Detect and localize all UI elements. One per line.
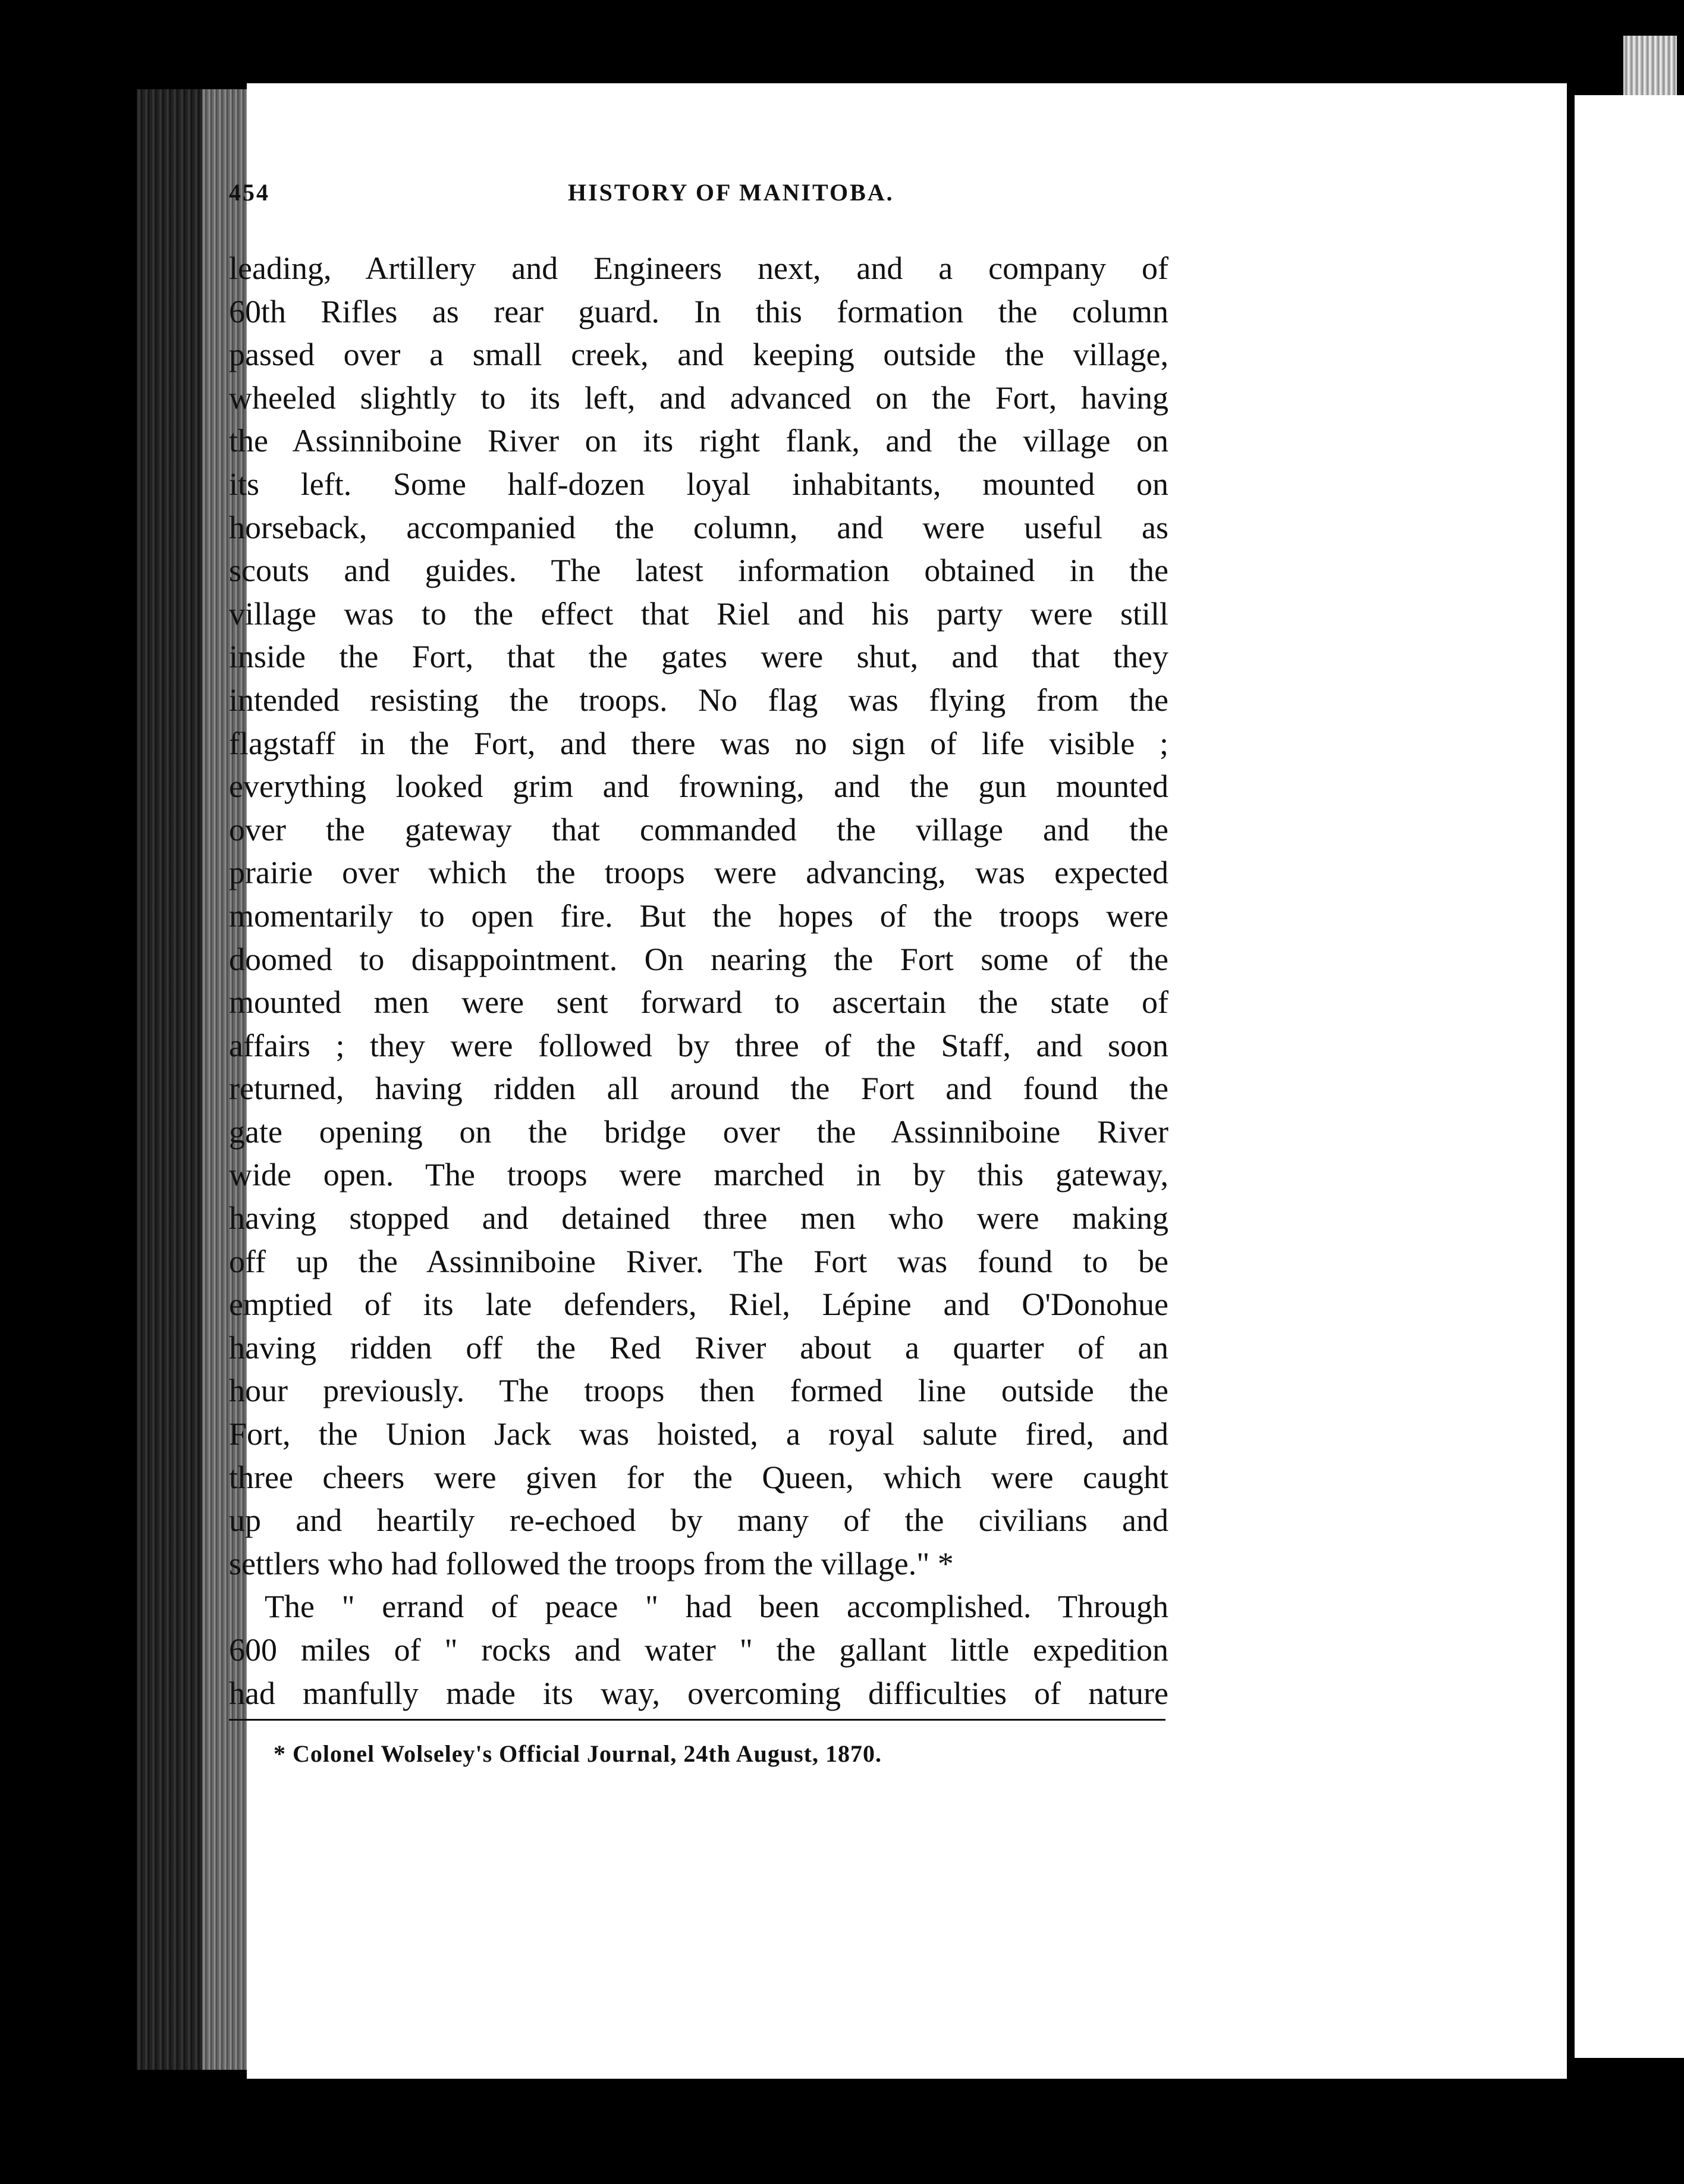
text-line: having ridden off the Red River about a quarter of an: [229, 1329, 1168, 1366]
text-line: horseback, accompanied the column, and were useful as: [229, 509, 1168, 545]
text-line: prairie over which the troops were advancing, was expected: [229, 855, 1168, 891]
text-line: affairs ; they were followed by three of the Staff, and soon: [229, 1027, 1168, 1063]
text-line: everything looked grim and frowning, and the gun mounted: [229, 768, 1168, 805]
text-line: doomed to disappointment. On nearing the Fort some of the: [229, 941, 1168, 977]
text-line: returned, having ridden all around the Fort and found the: [229, 1071, 1168, 1107]
text-line: its left. Some half-dozen loyal inhabitants, mounted on: [229, 466, 1168, 502]
text-line: having stopped and detained three men who were making: [229, 1200, 1168, 1237]
text-line: settlers who had followed the troops from the village." *: [229, 1545, 954, 1581]
text-line: inside the Fort, that the gates were shut, and that they: [229, 639, 1168, 675]
text-line: village was to the effect that Riel and his party were still: [229, 595, 1168, 632]
text-line: gate opening on the bridge over the Assinniboine River: [229, 1113, 1168, 1150]
page-number: 454: [229, 179, 270, 206]
text-line: mounted men were sent forward to ascertain the state of: [229, 984, 1168, 1021]
text-line: over the gateway that commanded the village and the: [229, 811, 1168, 848]
text-line: hour previously. The troops then formed line outside the: [229, 1373, 1168, 1409]
footnote: * Colonel Wolseley's Official Journal, 24th August, 1870.: [274, 1740, 882, 1767]
text-line: 600 miles of " rocks and water " the gallant little expedition: [229, 1632, 1168, 1668]
text-line: intended resisting the troops. No flag was flying from the: [229, 682, 1168, 718]
text-line: scouts and guides. The latest information obtained in the: [229, 553, 1168, 589]
facing-page: [1575, 95, 1684, 2058]
text-line: The " errand of peace " had been accomplished. Through: [265, 1589, 1168, 1625]
text-line: three cheers were given for the Queen, which were caught: [229, 1459, 1168, 1495]
text-line: Fort, the Union Jack was hoisted, a royal salute fired, and: [229, 1416, 1168, 1452]
text-line: momentarily to open fire. But the hopes of the troops were: [229, 898, 1168, 934]
footnote-rule: [229, 1719, 1165, 1721]
text-line: leading, Artillery and Engineers next, and a company of: [229, 250, 1168, 286]
running-head: HISTORY OF MANITOBA.: [568, 179, 894, 206]
text-line: wide open. The troops were marched in by this gateway,: [229, 1157, 1168, 1193]
text-line: emptied of its late defenders, Riel, Lépine and O'Donohue: [229, 1286, 1168, 1323]
book-gutter: [1567, 89, 1575, 2070]
text-line: had manfully made its way, overcoming difficulties of nature: [229, 1675, 1168, 1711]
text-line: flagstaff in the Fort, and there was no sign of life visible ;: [229, 725, 1168, 761]
text-line: 60th Rifles as rear guard. In this formation the column: [229, 293, 1168, 330]
text-line: off up the Assinniboine River. The Fort was found to be: [229, 1243, 1168, 1279]
text-line: wheeled slightly to its left, and advanced on the Fort, having: [229, 379, 1168, 416]
text-line: the Assinniboine River on its right flank, and the village on: [229, 423, 1168, 459]
body-text: [229, 247, 1168, 1715]
page-header: [229, 178, 1121, 226]
text-line: passed over a small creek, and keeping outside the village,: [229, 337, 1168, 373]
text-line: up and heartily re-echoed by many of the civilians and: [229, 1502, 1168, 1539]
